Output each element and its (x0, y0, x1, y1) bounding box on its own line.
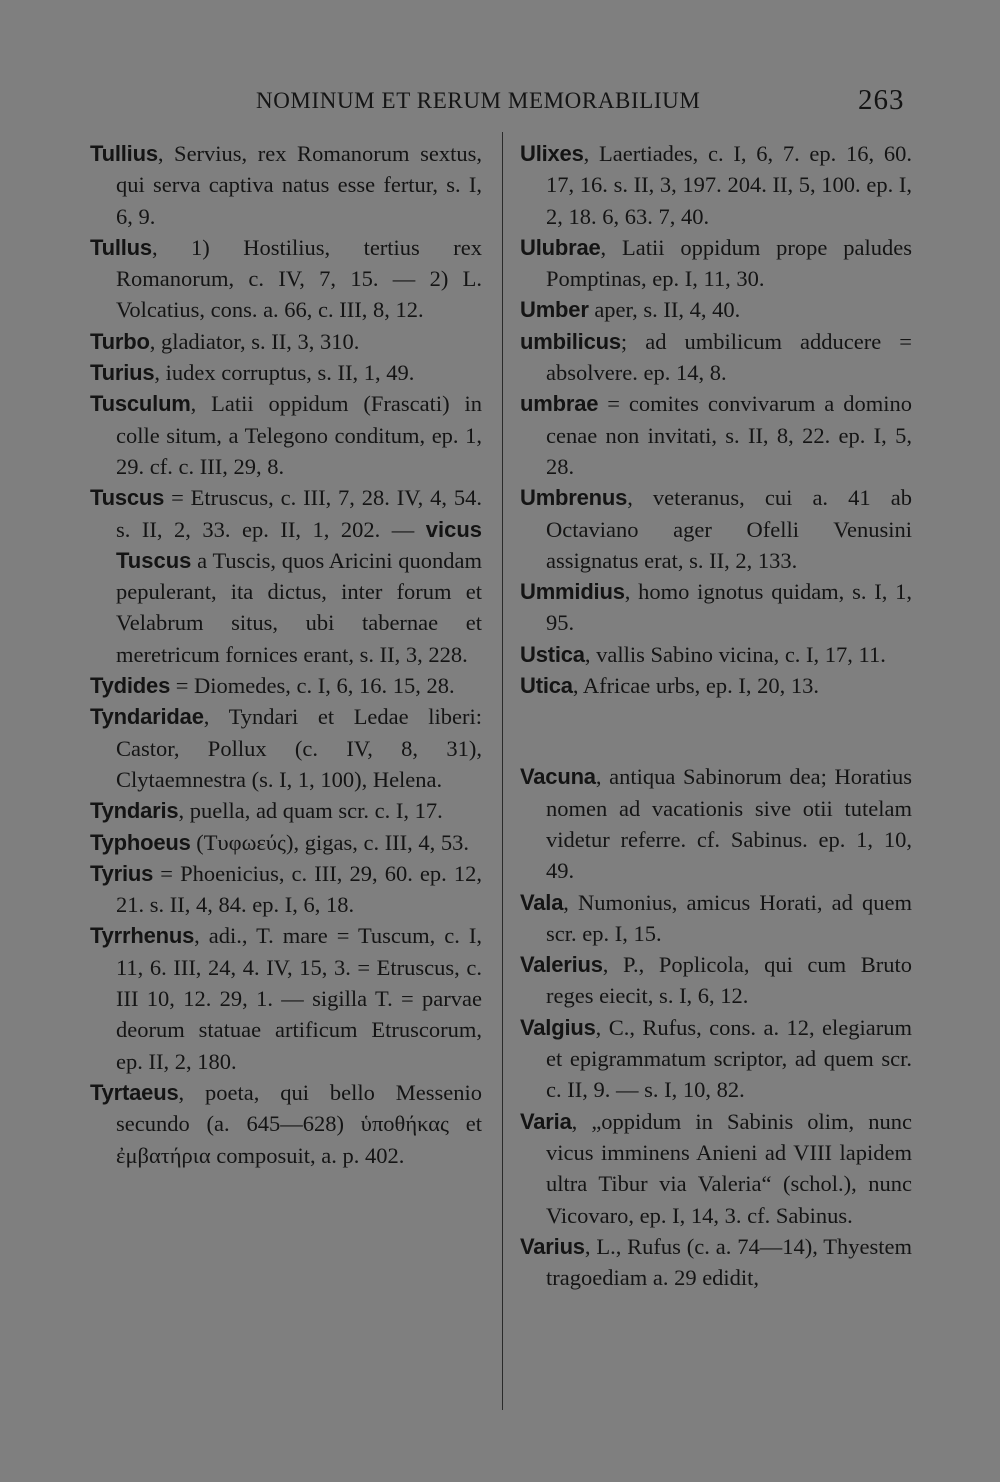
entry-text: , antiqua Sabinorum dea; Horatius nomen ad vacationis sive otii tutelam videtur referre. cf. Sabinus. ep. 1, 10, 49. (546, 764, 912, 884)
page-number: 263 (858, 84, 905, 116)
index-entry (90, 138, 482, 232)
entry-headword: Ummidius (520, 579, 625, 605)
entry-text: , iudex corruptus, s. II, 1, 49. (154, 360, 415, 386)
entry-headword: Tullus (90, 234, 152, 260)
entry-headword: Turbo (90, 328, 150, 354)
index-entry (90, 701, 482, 795)
right-column-v-section (520, 761, 912, 1293)
entry-text: , vallis Sabino vicina, c. I, 17, 11. (584, 641, 886, 667)
entry-text: , Laertiades, c. I, 6, 7. ep. 16, 60. 17, 16. s. II, 3, 197. 204. II, 5, 100. ep. I, 2, 18. 6, 63. 7, 40. (546, 141, 912, 229)
page-header (0, 84, 1000, 124)
entry-text: , P., Poplicola, qui cum Bruto reges eiecit, s. I, 6, 12. (546, 952, 912, 1009)
index-entry (520, 670, 912, 701)
entry-text: , L., Rufus (c. a. 74—14), Thyestem tragoediam a. 29 edidit, (546, 1233, 912, 1291)
entry-subheadword: vicus Tuscus (116, 516, 482, 573)
index-entry (90, 388, 482, 482)
entry-headword: Vala (520, 889, 564, 915)
entry-headword: Valgius (520, 1014, 596, 1040)
entry-text: (Τυφωεύς), gigas, c. III, 4, 53. (190, 829, 470, 855)
entry-text: , Africae urbs, ep. I, 20, 13. (572, 673, 819, 699)
index-entry (90, 357, 482, 388)
entry-headword: Tydides (90, 673, 171, 699)
entry-headword: Tyrius (90, 860, 154, 886)
index-entry (90, 326, 482, 357)
index-entry (520, 639, 912, 670)
entry-headword: Tyrrhenus (90, 923, 195, 949)
entry-headword: Ulubrae (520, 234, 601, 260)
entry-headword: Ustica (520, 641, 585, 667)
index-entry (90, 670, 482, 701)
index-entry (520, 1231, 912, 1294)
entry-text: , Latii oppidum (Frascati) in colle situm, a Telegono conditum, ep. 1, 29. cf. c. III, 29, 8. (116, 391, 482, 479)
right-column (520, 138, 912, 1293)
entry-headword: Umbrenus (520, 485, 628, 511)
entry-text: , puella, ad quam scr. c. I, 17. (178, 798, 443, 824)
index-entry (520, 232, 912, 295)
entry-headword: Tyndaris (90, 798, 179, 824)
entry-headword: umbilicus (520, 328, 621, 354)
entry-headword: Varia (520, 1108, 572, 1134)
entry-text: , gladiator, s. II, 3, 310. (149, 328, 360, 354)
index-entry (90, 795, 482, 826)
index-entry (520, 326, 912, 389)
entry-headword: Valerius (520, 952, 603, 978)
entry-headword: Utica (520, 673, 573, 699)
index-entry (520, 1012, 912, 1106)
entry-headword: Tullius (90, 141, 158, 166)
index-entry (520, 482, 912, 576)
entry-text: = comites convivarum a domino cenae non invitati, s. II, 8, 22. ep. I, 5, 28. (546, 391, 912, 479)
index-entry (520, 887, 912, 950)
index-entry (90, 482, 482, 670)
entry-headword: Umber (520, 297, 589, 323)
entry-headword: Tyndaridae (90, 704, 204, 730)
entry-text: ; ad umbilicum adducere = absolvere. ep. 14, 8. (546, 328, 912, 386)
index-entry (520, 294, 912, 325)
entry-text: aper, s. II, 4, 40. (588, 297, 741, 323)
entry-headword: Tyrtaeus (90, 1079, 179, 1105)
entry-headword: Varius (520, 1233, 585, 1259)
entry-text: = Phoenicius, c. III, 29, 60. ep. 12, 21. s. II, 4, 84. ep. I, 6, 18. (116, 860, 482, 918)
left-column (90, 138, 482, 1171)
entry-text: , C., Rufus, cons. a. 12, elegiarum et epigrammatum scriptor, ad quem scr. c. II, 9. — s. I, 10, 82. (546, 1014, 912, 1103)
index-entry (90, 858, 482, 921)
index-entry (90, 827, 482, 858)
entry-text: , Servius, rex Romanorum sextus, qui serva captiva natus esse fertur, s. I, 6, 9. (116, 141, 482, 229)
entry-text: , 1) Hostilius, tertius rex Romanorum, c. IV, 7, 15. — 2) L. Volcatius, cons. a. 66, c. III, 8, 12. (116, 234, 482, 323)
running-title: NOMINUM ET RERUM MEMORABILIUM (256, 88, 701, 113)
index-entry (90, 1077, 482, 1171)
index-entry (520, 576, 912, 639)
entry-headword: Ulixes (520, 141, 584, 166)
entry-text: , adi., T. mare = Tuscum, c. I, 11, 6. III, 24, 4. IV, 15, 3. = Etruscus, c. III 10, 12. 29, 1. — sigilla T. = parvae deorum statuae artificum Etruscorum, ep. II, 2, 180. (116, 923, 482, 1074)
index-entry (520, 949, 912, 1012)
entry-text: , homo ignotus quidam, s. I, 1, 95. (546, 579, 912, 636)
index-entry (520, 138, 912, 232)
index-entry (520, 1106, 912, 1231)
entry-headword: Turius (90, 360, 155, 386)
index-entry (90, 232, 482, 326)
entry-headword: Vacuna (520, 764, 596, 790)
entry-text: , Latii oppidum prope paludes Pomptinas, ep. I, 11, 30. (546, 234, 912, 292)
section-gap (520, 701, 912, 761)
index-entry (520, 761, 912, 886)
entry-headword: Tusculum (90, 391, 191, 417)
entry-text: = Diomedes, c. I, 6, 16. 15, 28. (170, 673, 455, 699)
entry-text: a Tuscis, quos Aricini quondam pepulerant, ita dictus, inter forum et Velabrum situs, ubi tabernae et meretricum fornices erant, s. II, 3, 228. (116, 547, 482, 667)
entry-text: = Etruscus, c. III, 7, 28. IV, 4, 54. s. II, 2, 33. ep. II, 1, 202. — (116, 485, 482, 542)
right-column-u-section (520, 138, 912, 701)
index-entry (90, 920, 482, 1076)
index-entry (520, 388, 912, 482)
entry-text: , poeta, qui bello Messenio secundo (a. 645—628) ὑποθήκας et ἐμβατήρια composuit, a. p. 402. (116, 1079, 482, 1168)
column-divider (502, 132, 503, 1410)
entry-text: , „oppidum in Sabinis olim, nunc vicus imminens Anieni ad VIII lapidem ultra Tibur via Valeria“ (schol.), nunc Vicovaro, ep. I, 14, 3. cf. Sabinus. (546, 1108, 912, 1228)
entry-headword: Typhoeus (90, 829, 191, 855)
entry-headword: Tuscus (90, 485, 165, 511)
entry-text: , Numonius, amicus Horati, ad quem scr. ep. I, 15. (546, 889, 912, 946)
entry-text: , Tyndari et Ledae liberi: Castor, Pollux (c. IV, 8, 31), Clytaemnestra (s. I, 1, 100), Helena. (116, 704, 482, 792)
entry-headword: umbrae (520, 391, 599, 417)
entry-text: , veteranus, cui a. 41 ab Octaviano ager Ofelli Venusini assignatus erat, s. II, 2, 133. (546, 485, 912, 573)
